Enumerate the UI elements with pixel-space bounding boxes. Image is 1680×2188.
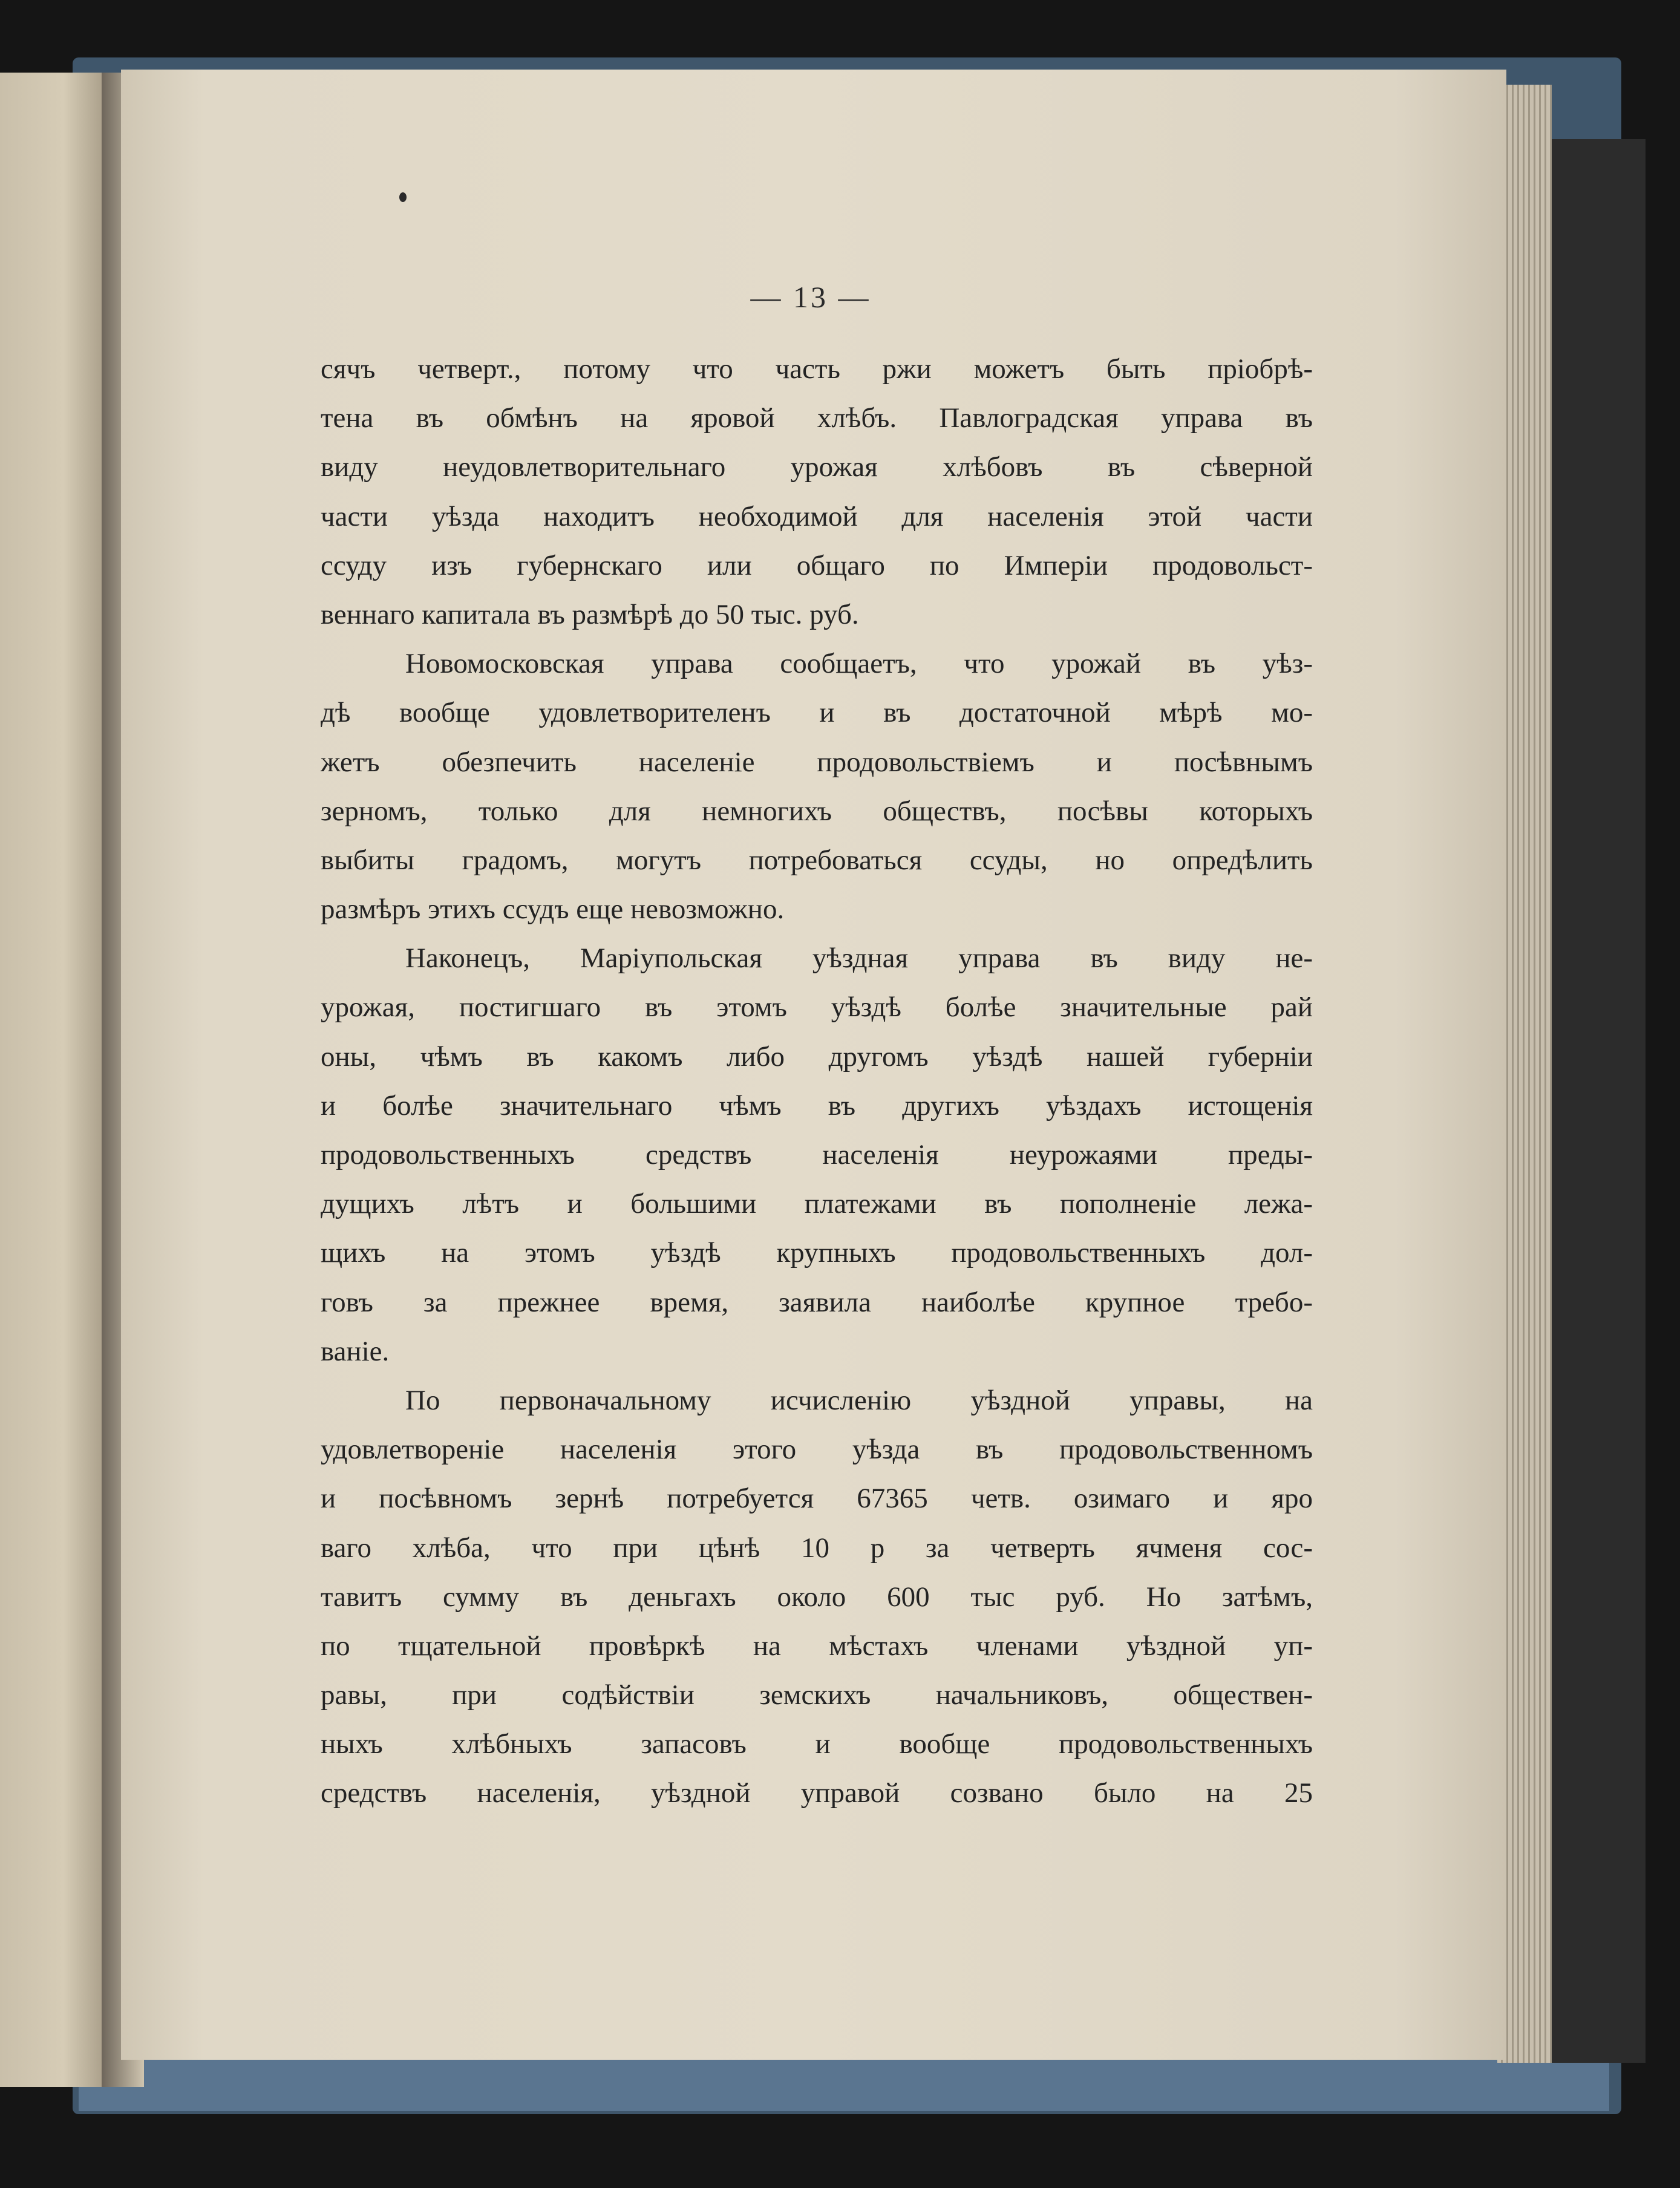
- text-line: По первоначальному исчисленію уѣздной управы, на: [405, 1384, 1313, 1416]
- text-line: и болѣе значительнаго чѣмъ въ другихъ уѣздахъ истощенія: [321, 1089, 1313, 1122]
- text-line: размѣръ этихъ ссудъ еще невозможно.: [321, 893, 785, 926]
- text-line: тена въ обмѣнъ на яровой хлѣбъ. Павлоградская управа въ: [321, 402, 1313, 434]
- left-page-edge: [0, 73, 106, 2087]
- text-line: дѣ вообще удовлетворителенъ и въ достаточной мѣрѣ мо-: [321, 697, 1313, 729]
- book-spine-back: [1549, 139, 1646, 2063]
- text-line: зерномъ, только для немногихъ обществъ, посѣвы которыхъ: [321, 795, 1313, 827]
- text-line: части уѣзда находитъ необходимой для населенія этой части: [321, 500, 1313, 532]
- text-line: продовольственныхъ средствъ населенія неурожаями преды-: [321, 1139, 1313, 1171]
- text-line: ваго хлѣба, что при цѣнѣ 10 р за четверть ячменя сос-: [321, 1532, 1313, 1564]
- ink-speck: [399, 192, 407, 202]
- text-line: Новомосковская управа сообщаетъ, что урожай въ уѣз-: [405, 648, 1313, 680]
- text-line: тавитъ сумму въ деньгахъ около 600 тыс руб. Но затѣмъ,: [321, 1581, 1313, 1613]
- text-line: виду неудовлетворительнаго урожая хлѣбовъ въ сѣверной: [321, 451, 1313, 483]
- page-number: — 13 —: [750, 280, 871, 314]
- text-line: ваніе.: [321, 1335, 390, 1367]
- text-line: ссуду изъ губернскаго или общаго по Имперіи продовольст-: [321, 549, 1313, 581]
- text-line: щихъ на этомъ уѣздѣ крупныхъ продовольственныхъ дол-: [321, 1237, 1313, 1269]
- text-line: урожая, постигшаго въ этомъ уѣздѣ болѣе значительные рай: [321, 991, 1313, 1024]
- text-line: жетъ обезпечить населеніе продовольствіемъ и посѣвнымъ: [321, 746, 1313, 778]
- text-line: говъ за прежнее время, заявила наиболѣе крупное требо-: [321, 1286, 1313, 1318]
- body-text: [321, 345, 1313, 1818]
- text-line: оны, чѣмъ въ какомъ либо другомъ уѣздѣ нашей губерніи: [321, 1040, 1313, 1073]
- text-line: дущихъ лѣтъ и большими платежами въ пополненіе лежа-: [321, 1188, 1313, 1220]
- text-line: по тщательной провѣркѣ на мѣстахъ членами уѣздной уп-: [321, 1630, 1313, 1662]
- text-line: Наконецъ, Маріупольская уѣздная управа въ виду не-: [405, 942, 1313, 975]
- text-line: средствъ населенія, уѣздной управой созвано было на 25: [321, 1777, 1313, 1809]
- text-line: удовлетвореніе населенія этого уѣзда въ продовольственномъ: [321, 1434, 1313, 1466]
- text-line: веннаго капитала въ размѣрѣ до 50 тыс. руб.: [321, 598, 859, 630]
- text-line: выбиты градомъ, могутъ потребоваться ссуды, но опредѣлить: [321, 844, 1313, 876]
- text-line: и посѣвномъ зернѣ потребуется 67365 четв. озимаго и яро: [321, 1483, 1313, 1515]
- text-line: сячъ четверт., потому что часть ржи можетъ быть пріобрѣ-: [321, 353, 1313, 385]
- text-line: ныхъ хлѣбныхъ запасовъ и вообще продовольственныхъ: [321, 1728, 1313, 1760]
- text-line: равы, при содѣйствіи земскихъ начальниковъ, обществен-: [321, 1679, 1313, 1711]
